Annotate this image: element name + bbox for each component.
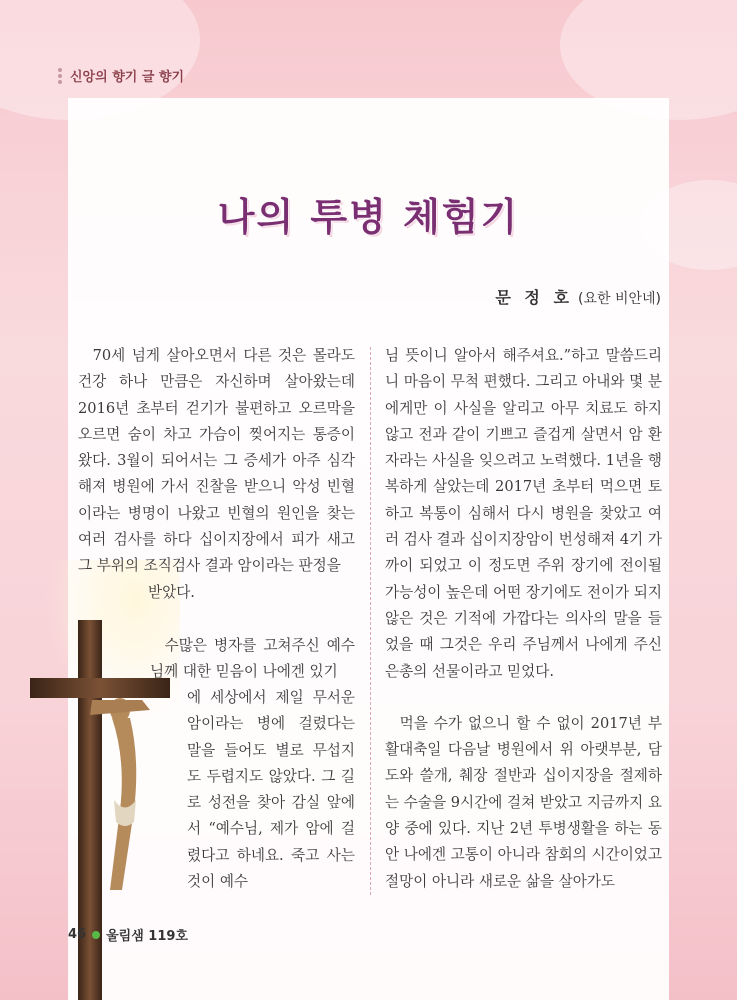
author-byline	[495, 285, 661, 308]
author-name: 문 정 호	[495, 288, 573, 307]
article-title: 나의 투병 체험기	[217, 195, 520, 239]
left-column	[78, 343, 355, 606]
section-label-text: 신앙의 향기 글 향기	[70, 70, 185, 85]
wrapped-paragraph-start: 수많은 병자를 고쳐주신 예수님께 대한 믿음이 나에겐 있기	[150, 637, 355, 681]
bullet-icon	[92, 931, 100, 939]
page-footer	[68, 925, 188, 944]
dots-icon	[58, 68, 62, 84]
wrapped-paragraph-continued: 에 세상에서 제일 무서운 암이라는 병에 걸렸다는 말을 들어도 별로 무섭지도 두렵지도 않았다. 그 길로 성전을 찾아 감실 앞에서 “예수님, 제가 암에 걸렸다고 하네요. 죽고 사는 것이 예수	[187, 689, 355, 891]
author-baptismal-name: (요한 비안네)	[578, 291, 661, 307]
publication-name: 울림샘 119호	[106, 929, 188, 944]
right-column	[385, 343, 662, 895]
paragraph-end: 받았다.	[148, 583, 195, 601]
column-divider	[370, 347, 371, 895]
paragraph: 먹을 수가 없으니 할 수 없이 2017년 부활대축일 다음날 병원에서 위 아랫부분, 담도와 쓸개, 췌장 절반과 십이지장을 절제하는 수술을 9시간에 걸쳐 받았고 지금까지 요양 중에 있다. 지난 2년 투병생활을 하는 동안 나에겐 고통이 아니라 참회의 시간이었고 절망이 아니라 새로운 삶을 살아가도	[385, 714, 662, 890]
paragraph: 님 뜻이니 알아서 해주셔요.”하고 말씀드리니 마음이 무척 편했다. 그리고 아내와 몇 분에게만 이 사실을 알리고 아무 치료도 하지 않고 전과 같이 기쁘고 즐겁게 살면서 암 환자라는 사실을 잊으려고 노력했다. 1년을 행복하게 살았는데 2017년 초부터 먹으면 토하고 복통이 심해서 다시 병원을 찾았고 여러 검사 결과 십이지장암이 번성해져 4기 가까이 되었고 이 정도면 주위 장기에 전이될 가능성이 높은데 어떤 장기에도 전이가 되지 않은 것은 기적에 가깝다는 의사의 말을 들었을 때 그것은 우리 주님께서 나에게 주신 은총의 선물이라고 믿었다.	[385, 347, 662, 680]
section-label	[58, 66, 184, 85]
page-number: 46	[68, 927, 87, 942]
paragraph: 70세 넘게 살아오면서 다른 것은 몰라도 건강 하나 만큼은 자신하며 살아왔는데 2016년 초부터 걷기가 불편하고 오르막을 오르면 숨이 차고 가슴이 찢어지는 통증이 왔다. 3월이 되어서는 그 증세가 아주 심각해져 병원에 가서 진찰을 받으니 악성 빈혈이라는 병명이 나왔고 빈혈의 원인을 찾는 여러 검사를 하다 십이지장에서 피가 새고 그 부위의 조직검사 결과 암이라는 판정을	[78, 347, 355, 575]
